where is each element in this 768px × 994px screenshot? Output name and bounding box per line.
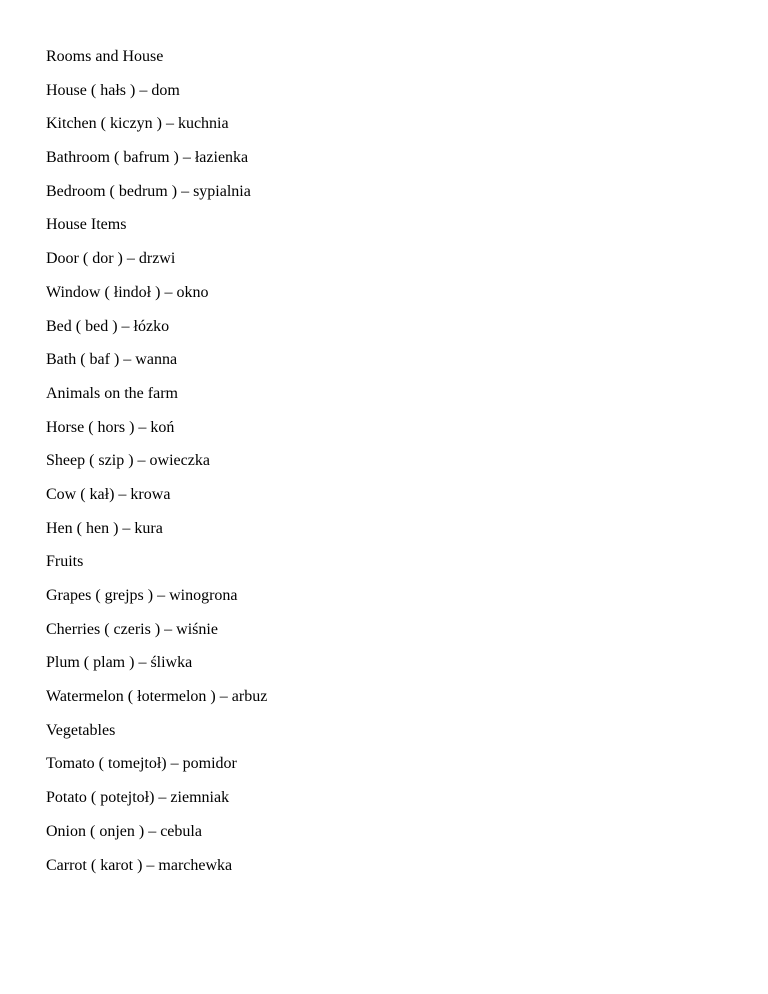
section-heading-rooms: Rooms and House (46, 48, 164, 65)
section-heading-house-items: House Items (46, 216, 127, 234)
vocab-entry-hen: Hen ( hen ) – kura (46, 519, 163, 537)
vocab-entry-bedroom: Bedroom ( bedrum ) – sypialnia (46, 182, 251, 200)
vocab-entry-window: Window ( łindoł ) – okno (46, 283, 209, 301)
vocab-entry-sheep: Sheep ( szip ) – owieczka (46, 452, 210, 470)
vocab-entry-cherries: Cherries ( czeris ) – wiśnie (46, 620, 218, 638)
vocab-entry-bed: Bed ( bed ) – łózko (46, 317, 170, 335)
vocab-entry-bath: Bath ( baf ) – wanna (46, 351, 178, 369)
document-page (46, 40, 726, 882)
vocab-entry-potato: Potato ( potejtoł) – ziemniak (46, 789, 230, 807)
vocab-entry-onion: Onion ( onjen ) – cebula (46, 822, 202, 840)
vocab-entry-grapes: Grapes ( grejps ) – winogrona (46, 587, 238, 604)
section-heading-animals: Animals on the farm (46, 384, 178, 402)
vocab-entry-horse: Horse ( hors ) – koń (46, 418, 175, 436)
vocab-entry-cow: Cow ( kał) – krowa (46, 485, 171, 503)
vocab-entry-house: House ( hałs ) – dom (46, 81, 180, 99)
vocab-entry-door: Door ( dor ) – drzwi (46, 250, 176, 268)
vocab-entry-tomato: Tomato ( tomejtoł) – pomidor (46, 755, 237, 773)
vocab-entry-watermelon: Watermelon ( łotermelon ) – arbuz (46, 688, 268, 706)
vocab-entry-kitchen: Kitchen ( kiczyn ) – kuchnia (46, 115, 229, 133)
vocab-entry-bathroom: Bathroom ( bafrum ) – łazienka (46, 149, 249, 167)
vocab-entry-plum: Plum ( plam ) – śliwka (46, 654, 193, 672)
vocab-entry-carrot: Carrot ( karot ) – marchewka (46, 856, 233, 874)
section-heading-fruits: Fruits (46, 553, 84, 571)
section-heading-vegetables: Vegetables (46, 721, 116, 739)
